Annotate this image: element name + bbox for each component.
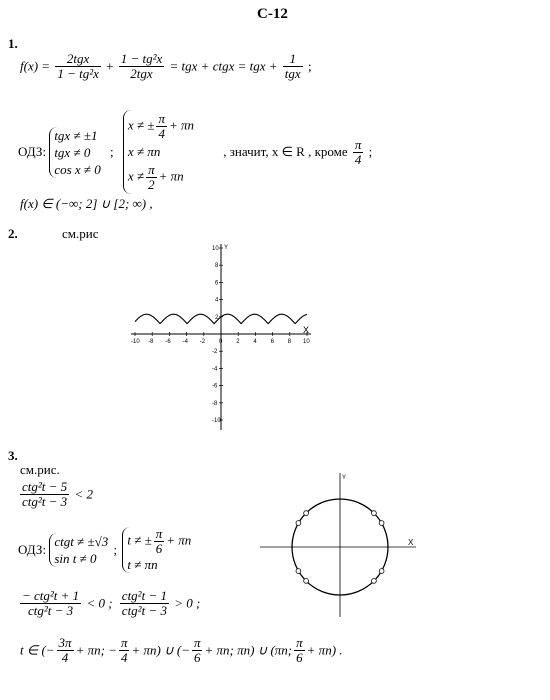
- condition-line: cos x ≠ 0: [54, 161, 101, 177]
- unit-circle-diagram: [258, 470, 420, 620]
- condition-line: tgx ≠ 0: [54, 144, 91, 160]
- y-tick-label: 8: [215, 263, 219, 270]
- y-tick-label: 4: [215, 297, 219, 304]
- x-tick-label: 2: [236, 339, 240, 345]
- condition-line: x ≠ πn: [127, 144, 161, 159]
- x-tick-label: 6: [270, 339, 274, 345]
- condition-line: sin t ≠ 0: [54, 551, 97, 566]
- x-tick-label: -4: [182, 339, 188, 345]
- final-answer: t ∈ (− $\frac{3\pi}{4}$ + πn; − $\frac{\pi}{4}$ + πn) ∪ (− $\frac{\pi}{6}$ + πn; πn) ∪ (πn; $\frac{\pi}{6}$ + πn) .: [20, 635, 343, 665]
- odz-label: ОДЗ:: [18, 542, 47, 557]
- x-axis-label: X: [303, 325, 310, 335]
- condition-system-2: t ≠ ± $\frac{\pi}{6}$ + πn t ≠ πn: [122, 527, 191, 573]
- problem-1-number: 1.: [8, 36, 18, 51]
- x-tick-label: 0: [219, 339, 223, 345]
- condition-line: ctgt ≠ ±√3: [54, 534, 109, 549]
- y-tick-label: 10: [212, 246, 219, 252]
- x-tick-label: 10: [303, 339, 310, 345]
- y-tick-label: -6: [212, 383, 218, 390]
- x-tick-label: -6: [165, 339, 171, 345]
- equation-middle: = tgx + ctgx = tgx +: [169, 58, 278, 74]
- odz-label: ОДЗ:: [18, 144, 47, 159]
- condition-line: t ≠ πn: [127, 557, 158, 572]
- page-title: С-12: [257, 6, 288, 22]
- circle-point: [372, 579, 377, 584]
- y-tick-label: 2: [215, 314, 219, 321]
- x-tick-label: 8: [287, 339, 292, 345]
- circle-point: [304, 579, 309, 584]
- graph-problem-2: [125, 240, 325, 436]
- circle-point: [296, 569, 301, 574]
- y-tick-label: -8: [212, 400, 218, 407]
- condition-line: tgx ≠ ±1: [54, 127, 98, 143]
- problem-1-formula: [20, 52, 312, 81]
- problem-1-odz: [18, 110, 372, 194]
- x-tick-label: 4: [253, 339, 257, 345]
- plus-sign: +: [106, 58, 114, 74]
- separator: ;: [113, 542, 118, 557]
- fraction-1: $\frac{\text{2tgx}}{\text{1 − tg²x}}$: [57, 51, 99, 81]
- figure-reference: см.рис.: [20, 462, 60, 477]
- y-axis-label: Y: [342, 475, 347, 481]
- y-tick-label: 6: [215, 280, 219, 287]
- problem-3-odz: [18, 527, 191, 573]
- fraction-2: $\frac{\text{1 − tg²x}}{\text{2tgx}}$: [120, 51, 163, 81]
- condition-system-1: [49, 127, 100, 178]
- circle-point: [379, 521, 384, 526]
- semicolon: ;: [307, 58, 312, 74]
- separator: ;: [110, 144, 114, 159]
- fraction-3: $\frac{1}{\text{tgx}}$: [284, 51, 301, 81]
- function-lhs: f(x) =: [20, 58, 51, 74]
- reduced-inequalities: $\frac{\text{− ctg²t + 1}}{\text{ctg²t − 3}}$ < 0 ; $\frac{\text{ctg²t − 1}}{\text{ctg²t − 3}}$ > 0 ;: [22, 588, 201, 618]
- condition-system-1: [49, 533, 108, 567]
- x-tick-label: -10: [131, 339, 140, 345]
- inequality: $\frac{\text{ctg²t − 5}}{\text{ctg²t − 3}}$ < 2: [22, 479, 93, 509]
- y-axis-label: Y: [224, 245, 229, 251]
- problem-3-number: 3.: [8, 448, 18, 463]
- y-tick-label: -2: [212, 349, 218, 356]
- circle-point: [379, 569, 384, 574]
- fraction-pi-4: $\frac{\pi}{4}$: [354, 136, 362, 167]
- y-tick-label: -4: [212, 366, 218, 373]
- problem-2-number: 2.: [8, 226, 18, 241]
- circle-point: [304, 511, 309, 516]
- condition-system-2: x ≠ ± $\frac{\pi}{4}$ + πn x ≠ πn x ≠ $\frac{\pi}{2}$ + πn: [123, 110, 194, 194]
- x-tick-label: -2: [199, 339, 206, 345]
- range-statement: f(x) ∈ (−∞; 2] ∪ [2; ∞) ,: [20, 196, 153, 211]
- circle-point: [372, 511, 377, 516]
- circle-point: [296, 521, 301, 526]
- y-tick-label: -10: [212, 418, 221, 424]
- conclusion-text: , значит, x ∈ R , кроме: [223, 144, 348, 159]
- semicolon: ;: [368, 144, 373, 159]
- x-tick-label: -8: [148, 339, 154, 345]
- figure-reference: см.рис: [62, 226, 99, 241]
- x-axis-label: X: [408, 538, 414, 547]
